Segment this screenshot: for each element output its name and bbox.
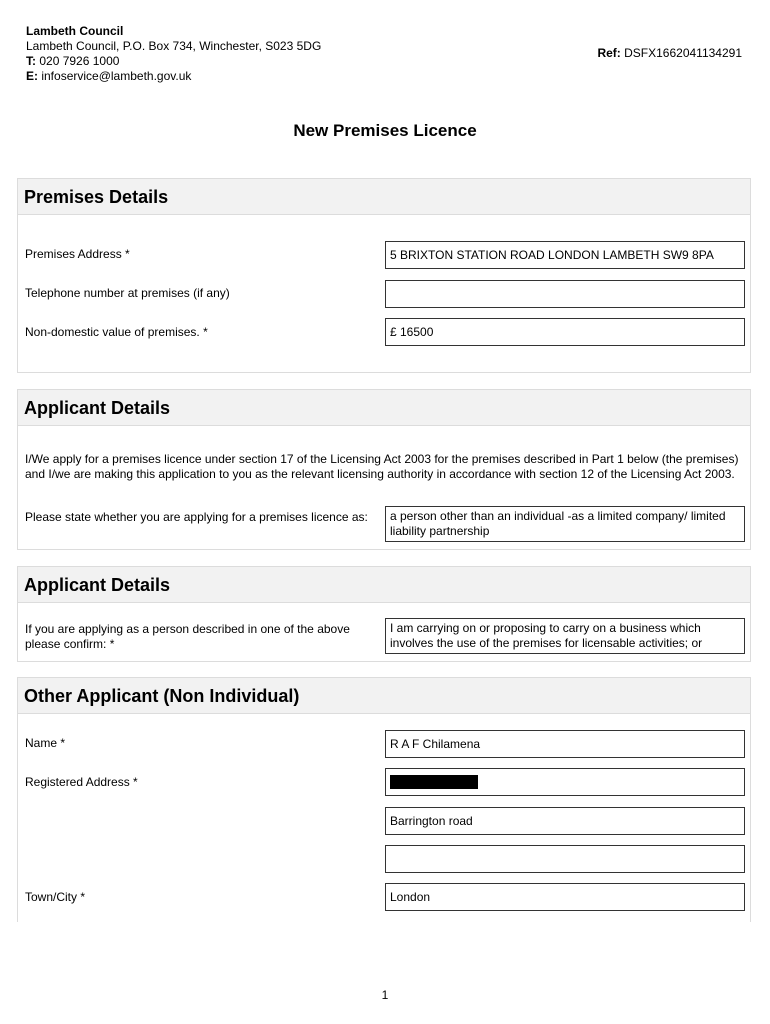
registered-address-line3-field[interactable] [385, 845, 745, 873]
registered-address-line2-field[interactable]: Barrington road [385, 807, 745, 835]
registered-address-label: Registered Address * [25, 775, 138, 789]
premises-value-field[interactable]: £ 16500 [385, 318, 745, 346]
registered-address-line1-field[interactable] [385, 768, 745, 796]
applicant-confirm-field[interactable]: I am carrying on or proposing to carry on a business which involves the use of the premises for licensable activities; or [385, 618, 745, 654]
other-applicant-section [17, 677, 751, 922]
document-title: New Premises Licence [293, 121, 477, 140]
section-heading: Applicant Details [18, 390, 750, 426]
applicant-type-label: Please state whether you are applying for a premises licence as: [25, 510, 368, 524]
council-address: Lambeth Council, P.O. Box 734, Winchester, S023 5DG [26, 39, 322, 53]
applicant-confirm-label: If you are applying as a person described in one of the above please confirm: * [25, 622, 350, 651]
council-header [26, 24, 321, 84]
premises-value-label: Non-domestic value of premises. * [25, 325, 208, 339]
page-number: 1 [381, 988, 389, 1002]
licence-application-statement: I/We apply for a premises licence under section 17 of the Licensing Act 2003 for the premises described in Part 1 below (the premises) and I/we are making this application to you as the relevant licensing authority in accordance with section 12 of the Licensing Act 2003. [25, 452, 739, 481]
applicant-details-section [17, 389, 751, 550]
applicant-name-field[interactable]: R A F Chilamena [385, 730, 745, 758]
applicant-name-label: Name * [25, 736, 66, 750]
section-heading: Premises Details [18, 179, 750, 215]
premises-address-label: Premises Address * [25, 247, 130, 261]
section-heading: Applicant Details [18, 567, 750, 603]
council-phone: T: 020 7926 1000 [26, 54, 120, 68]
town-city-label: Town/City * [25, 890, 86, 904]
premises-phone-label: Telephone number at premises (if any) [25, 286, 230, 300]
section-heading: Other Applicant (Non Individual) [18, 678, 750, 714]
applicant-type-field[interactable]: a person other than an individual -as a limited company/ limited liability partnership [385, 506, 745, 542]
premises-address-field[interactable]: 5 BRIXTON STATION ROAD LONDON LAMBETH SW9 8PA [385, 241, 745, 269]
reference-number: Ref: DSFX1662041134291 [597, 46, 742, 60]
applicant-confirmation-section [17, 566, 751, 662]
council-name: Lambeth Council [26, 24, 124, 38]
town-city-field[interactable]: London [385, 883, 745, 911]
premises-phone-field[interactable] [385, 280, 745, 308]
council-email: E: infoservice@lambeth.gov.uk [26, 69, 192, 83]
redaction-block [390, 775, 478, 789]
premises-details-section [17, 178, 751, 373]
